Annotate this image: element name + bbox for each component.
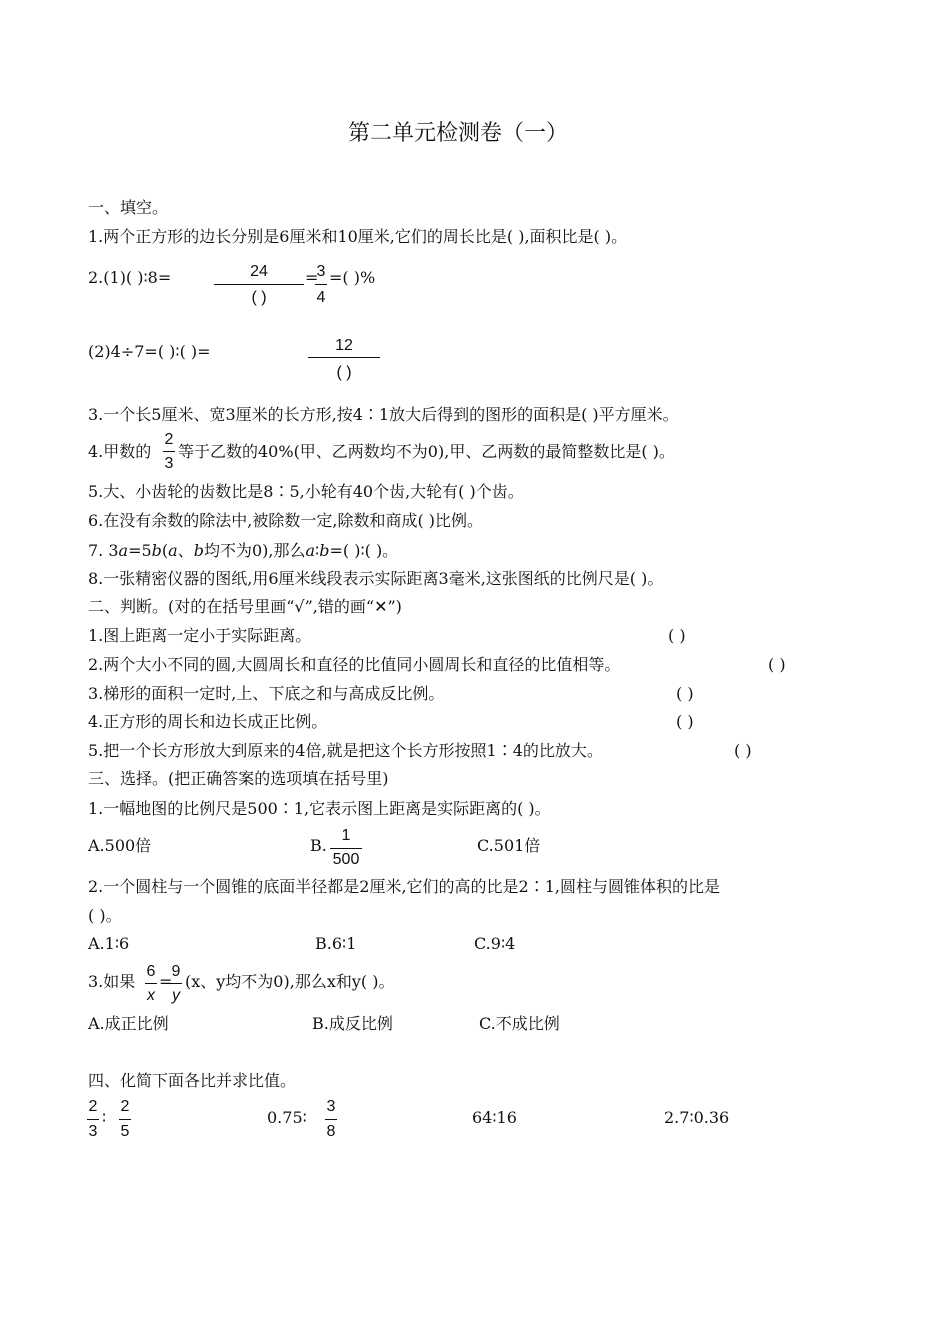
- q4-frac-den: 3: [164, 455, 174, 472]
- e2-bar: [325, 1119, 337, 1120]
- q2-1-frac1-den: ( ): [251, 289, 267, 306]
- e1-colon: ∶: [102, 1108, 107, 1127]
- q7-var-a: a: [168, 541, 178, 560]
- section-2-heading: 二、判断。(对的在括号里画“√”,错的画“✕”): [88, 597, 402, 616]
- e1-a-den: 3: [88, 1123, 98, 1140]
- simplify-expr-4: 2.7∶0.36: [664, 1108, 730, 1127]
- choice-q3-f1-num: 6: [146, 963, 156, 980]
- choice-q2-option-c: C.9∶4: [474, 934, 516, 953]
- question-1-6: 6.在没有余数的除法中,被除数一定,除数和商成( )比例。: [88, 511, 484, 530]
- section-3-heading: 三、选择。(把正确答案的选项填在括号里): [88, 769, 389, 788]
- q2-1-frac1-num: 24: [250, 263, 268, 280]
- e2-den: 8: [326, 1123, 336, 1140]
- choice-q3-f2-den: y: [172, 987, 180, 1004]
- e1-a-bar: [87, 1119, 99, 1120]
- judge-item-paren: ( ): [676, 712, 694, 731]
- choice-q3-f2-bar: [170, 983, 182, 984]
- q7-var-a: a: [305, 541, 316, 560]
- choice-q3-option-b: B.成反比例: [312, 1014, 393, 1033]
- e1-a-num: 2: [88, 1098, 98, 1115]
- option-b-num: 1: [341, 827, 351, 844]
- question-1-7: [88, 541, 398, 561]
- q4-tail: 等于乙数的40%(甲、乙两数均不为0),甲、乙两数的最简整数比是( )。: [178, 442, 675, 461]
- choice-q2-line2: ( )。: [88, 906, 122, 925]
- choice-q3-f1-bar: [145, 983, 157, 984]
- judge-item-text: 4.正方形的周长和边长成正比例。: [88, 712, 328, 731]
- judge-item-paren: ( ): [668, 626, 686, 645]
- choice-q1-text: 1.一幅地图的比例尺是500∶1,它表示图上距离是实际距离的( )。: [88, 799, 551, 818]
- judge-item-text: 3.梯形的面积一定时,上、下底之和与高成反比例。: [88, 684, 445, 703]
- q2-1-frac2-den: 4: [316, 289, 326, 306]
- choice-q3-f1-den: x: [147, 987, 155, 1004]
- q7-part: 均不为0),那么: [203, 541, 306, 560]
- q7-part: ∶: [315, 541, 320, 560]
- choice-q2-option-a: A.1∶6: [88, 934, 130, 953]
- q7-var-b: b: [151, 541, 162, 560]
- page-title: 第二单元检测卷（一）: [348, 121, 569, 146]
- judge-item-text: 1.图上距离一定小于实际距离。: [88, 626, 312, 645]
- choice-q3-option-a: A.成正比例: [88, 1014, 169, 1033]
- choice-q2-line1: 2.一个圆柱与一个圆锥的底面半径都是2厘米,它们的高的比是2∶1,圆柱与圆锥体积的比是: [88, 877, 720, 896]
- q2-1-frac2-bar: [315, 284, 327, 285]
- q4-lead: 4.甲数的: [88, 442, 152, 461]
- q2-2-frac-den: ( ): [336, 364, 352, 381]
- q2-2-lead: (2)4÷7=( )∶( )=: [88, 342, 211, 361]
- choice-q3-eq: =: [159, 972, 173, 991]
- e1-b-bar: [119, 1119, 131, 1120]
- q7-var-a: a: [118, 541, 129, 560]
- q2-1-lead: 2.(1)( )∶8=: [88, 268, 172, 287]
- e2-lead: 0.75∶: [267, 1108, 307, 1127]
- q4-frac-num: 2: [164, 431, 174, 448]
- judge-item-paren: ( ): [676, 684, 694, 703]
- choice-q3-option-c: C.不成比例: [479, 1014, 560, 1033]
- q4-frac-bar: [163, 451, 175, 452]
- choice-q1-option-a: A.500倍: [88, 836, 152, 855]
- e2-num: 3: [326, 1098, 336, 1115]
- question-1-1: 1.两个正方形的边长分别是6厘米和10厘米,它们的周长比是( ),面积比是( )。: [88, 227, 628, 246]
- e1-b-num: 2: [120, 1098, 130, 1115]
- q2-1-tail: =( )%: [329, 268, 376, 287]
- q7-var-b: b: [193, 541, 204, 560]
- choice-q3-tail: (x、y均不为0),那么x和y( )。: [185, 972, 395, 991]
- choice-q3-f2-num: 9: [171, 963, 181, 980]
- choice-q2-option-b: B.6∶1: [315, 934, 357, 953]
- question-1-8: 8.一张精密仪器的图纸,用6厘米线段表示实际距离3毫米,这张图纸的比例尺是( )。: [88, 569, 664, 588]
- q2-2-frac-bar: [308, 357, 380, 358]
- q7-part: =5: [128, 541, 152, 560]
- q2-2-frac-num: 12: [335, 337, 353, 354]
- q7-part: =( )∶( )。: [329, 541, 399, 560]
- q2-1-frac1-bar: [214, 284, 304, 285]
- section-1-heading: 一、填空。: [88, 198, 169, 217]
- q7-part: 、: [177, 541, 194, 560]
- judge-item-text: 5.把一个长方形放大到原来的4倍,就是把这个长方形按照1∶4的比放大。: [88, 741, 603, 760]
- choice-q3-lead: 3.如果: [88, 972, 136, 991]
- choice-q1-option-c: C.501倍: [477, 836, 541, 855]
- q7-part: (: [161, 541, 169, 560]
- e1-b-den: 5: [120, 1123, 130, 1140]
- q2-1-frac2-num: 3: [316, 263, 326, 280]
- judge-item-paren: ( ): [768, 655, 786, 674]
- judge-item-paren: ( ): [734, 741, 752, 760]
- q7-var-b: b: [319, 541, 330, 560]
- question-1-3: 3.一个长5厘米、宽3厘米的长方形,按4∶1放大后得到的图形的面积是( )平方厘米。: [88, 405, 679, 424]
- q7-part: 7. 3: [88, 541, 119, 560]
- simplify-expr-3: 64∶16: [472, 1108, 517, 1127]
- option-b-den: 500: [332, 851, 360, 868]
- option-b-label: B.: [310, 836, 327, 855]
- option-b-bar: [330, 848, 362, 849]
- section-4-heading: 四、化简下面各比并求比值。: [88, 1071, 297, 1090]
- judge-item-text: 2.两个大小不同的圆,大圆周长和直径的比值同小圆周长和直径的比值相等。: [88, 655, 621, 674]
- question-1-5: 5.大、小齿轮的齿数比是8∶5,小轮有40个齿,大轮有( )个齿。: [88, 482, 524, 501]
- q2-1-eq: =: [305, 268, 319, 287]
